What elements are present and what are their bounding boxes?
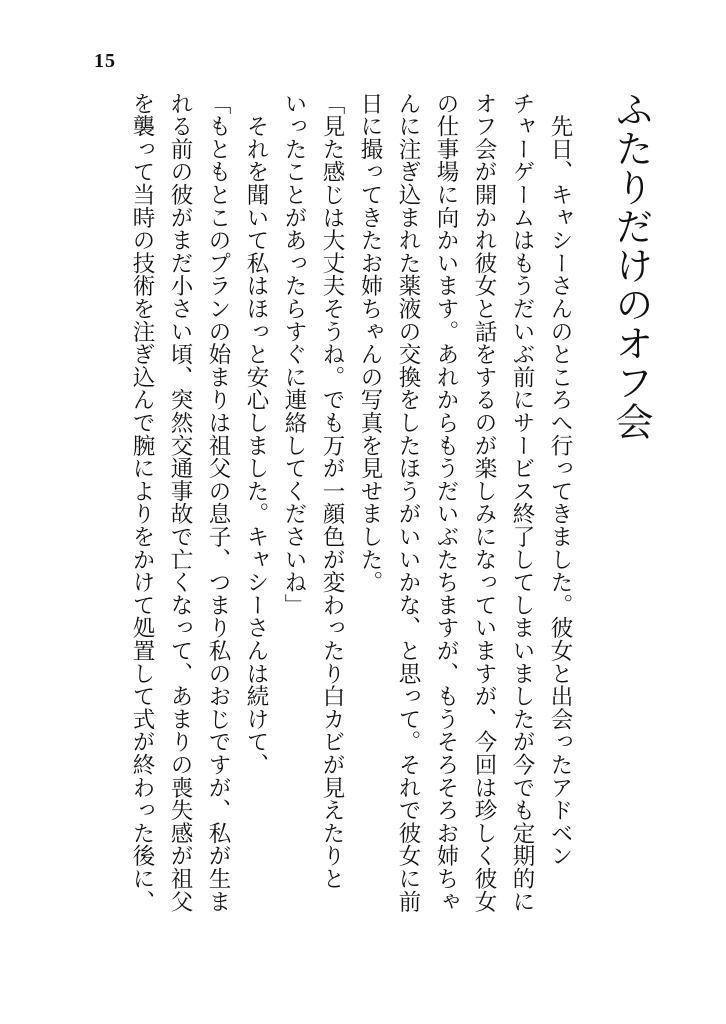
text-line: オフ会が開かれ彼女と話をするのが楽しみになっていますが、今回は珍しく彼女 [471, 92, 497, 913]
text-line: それを聞いて私はほっと安心しました。キャシーさんは続けて、 [243, 92, 269, 776]
text-line: れる前の彼がまだ小さい頃、突然交通事故で亡くなって、あまりの喪失感が祖父 [167, 92, 193, 913]
chapter-title: ふたりだけのオフ会 [609, 90, 653, 441]
text-line: 先日、キャシーさんのところへ行ってきました。彼女と出会ったアドベン [547, 92, 573, 868]
text-line: の仕事場に向かいます。あれからもうだいぶたちますが、もうそろそろお姉ちゃ [433, 92, 459, 913]
text-line: いったことがあったらすぐに連絡してくださいね」 [281, 92, 307, 617]
text-line: 日に撮ってきたお姉ちゃんの写真を見せました。 [357, 92, 383, 594]
text-line: チャーゲームはもうだいぶ前にサービス終了してしまいましたが今でも定期的に [509, 92, 535, 913]
text-line: 「もともとこのプランの始まりは祖父の息子、つまり私のおじですが、私が生ま [205, 92, 231, 913]
text-line: 「見た感じは大丈夫そうね。でも万が一顔色が変わったり白カビが見えたりと [319, 92, 345, 890]
text-line: を襲って当時の技術を注ぎ込んで腕によりをかけて処置して式が終わった後に、 [129, 92, 155, 913]
page-number: 15 [94, 50, 116, 72]
text-line: んに注ぎ込まれた薬液の交換をしたほうがいいかな、と思って。それで彼女に前 [395, 92, 421, 913]
